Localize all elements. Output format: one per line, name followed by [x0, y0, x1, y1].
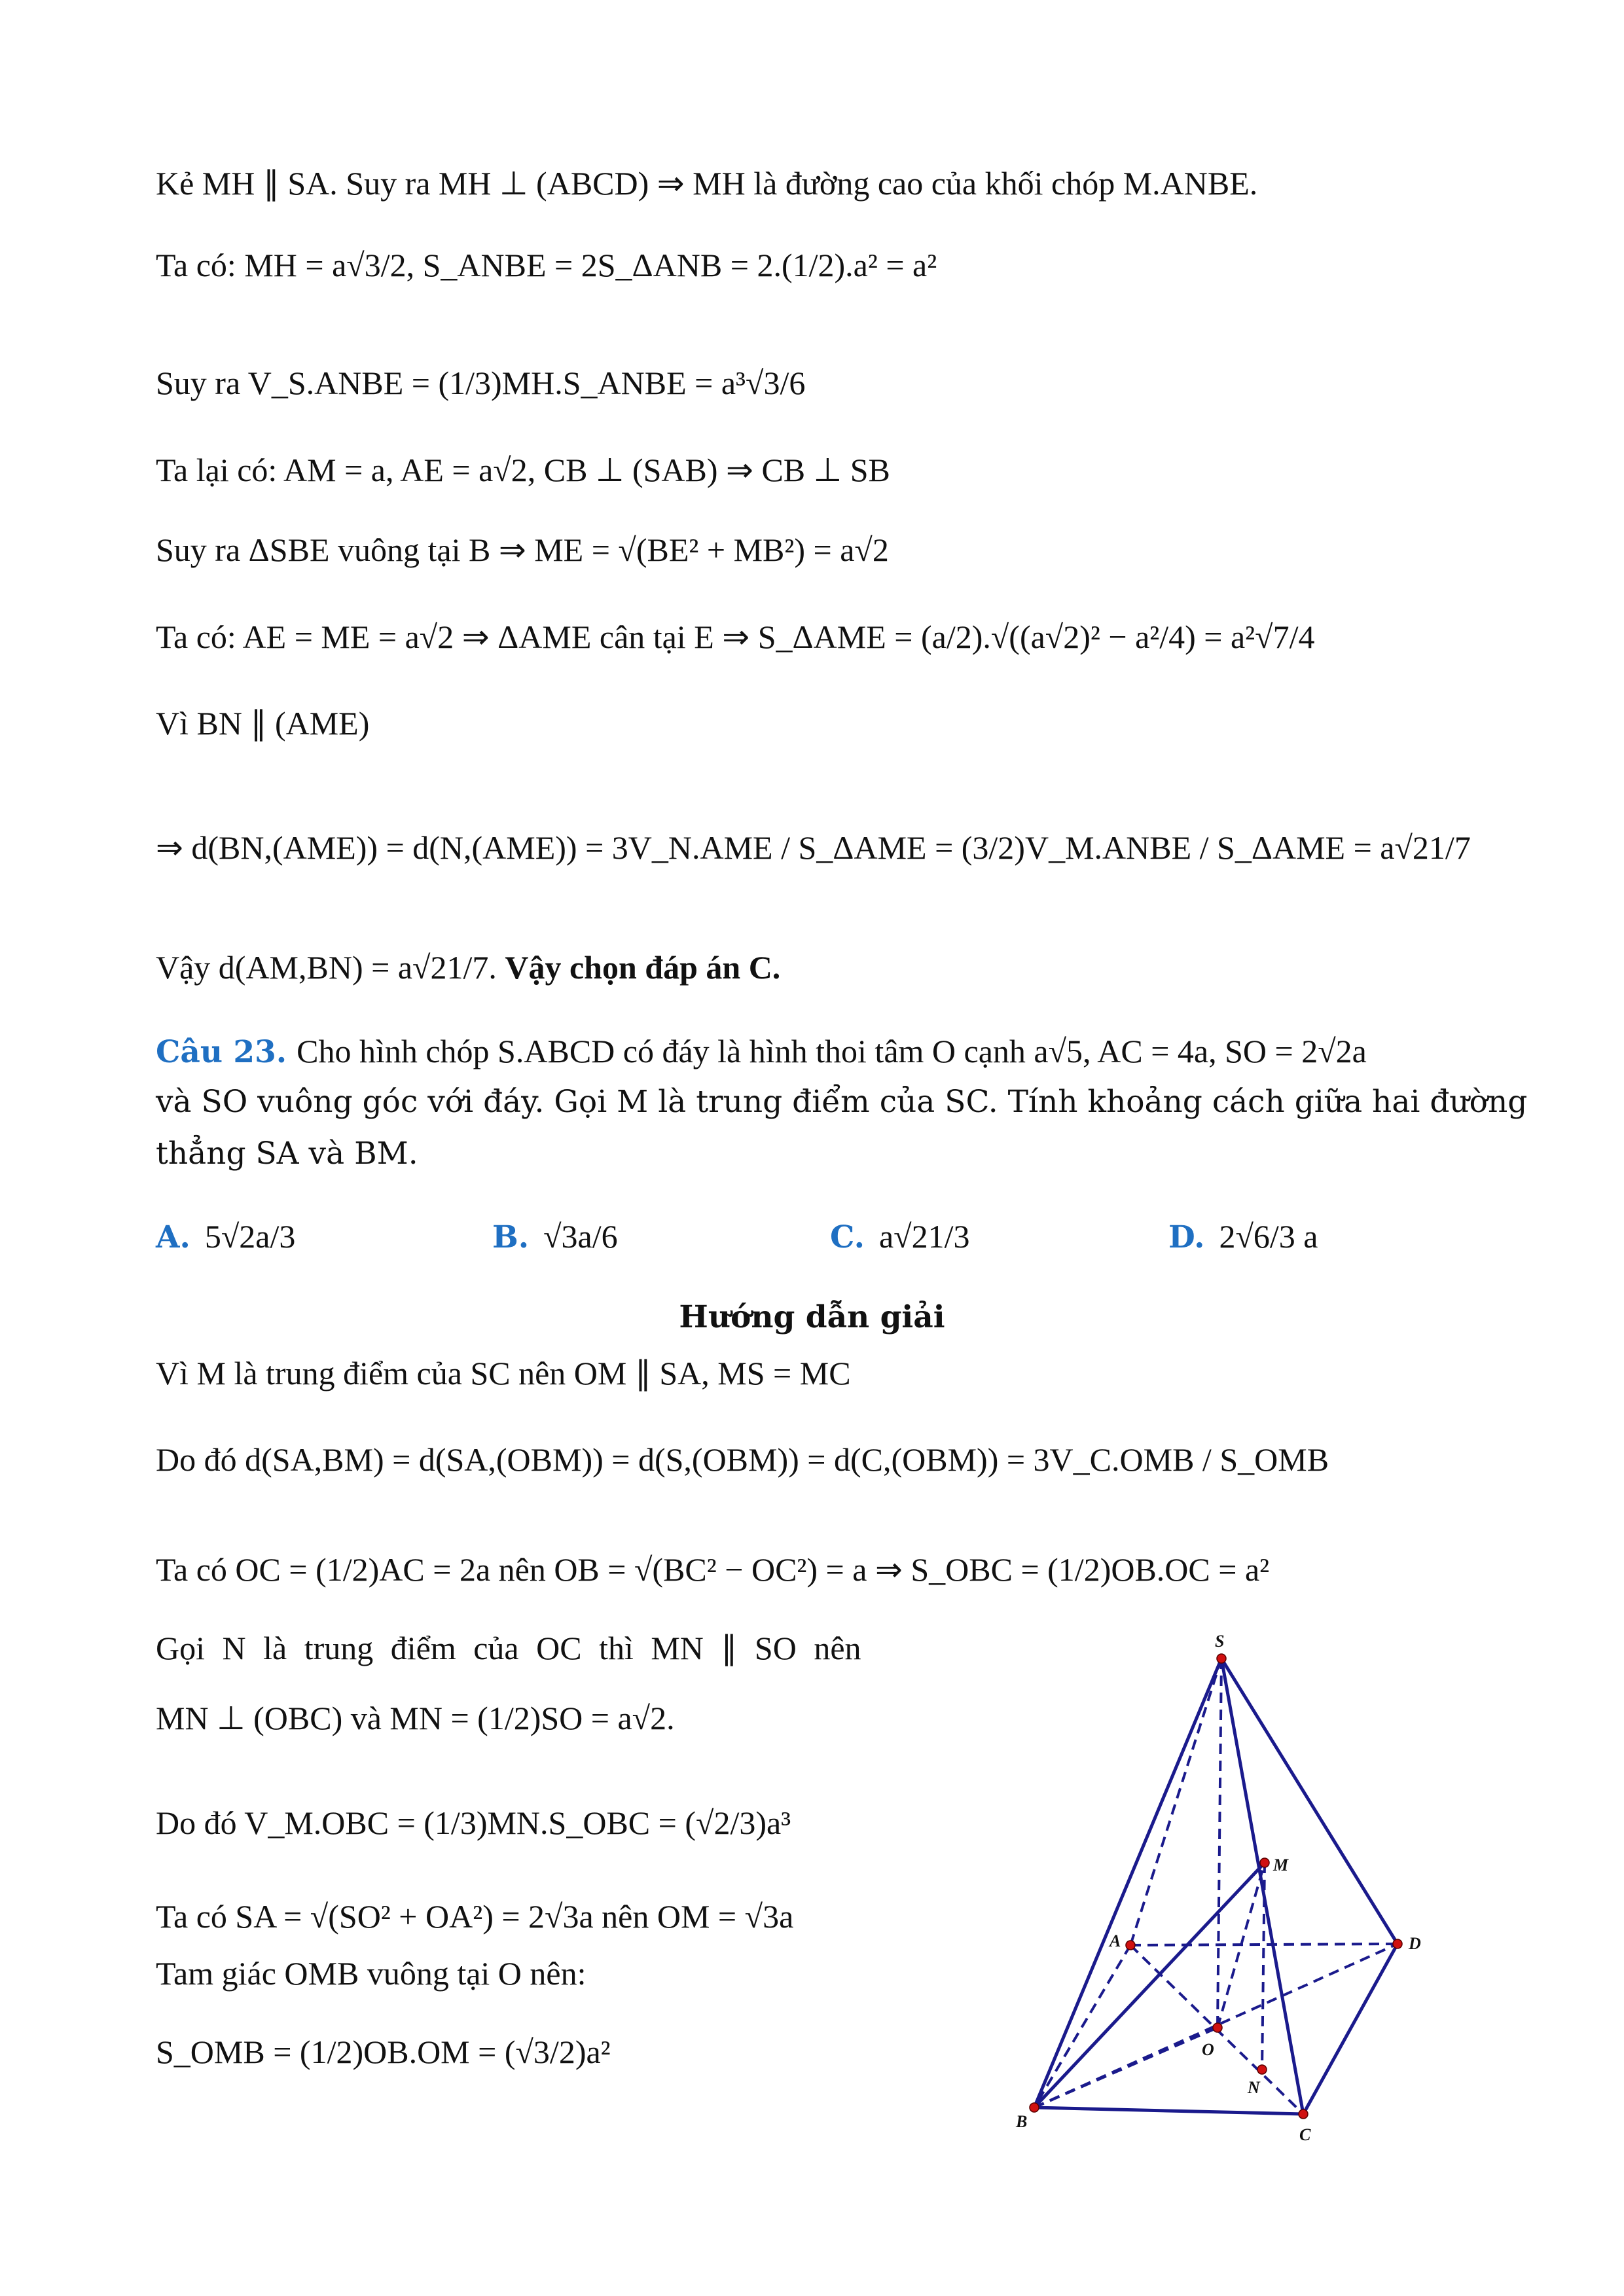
option-value: 5√2a/3 [204, 1218, 296, 1255]
solution-line: Ta có SA = √(SO² + OA²) = 2√3a nên OM = √3a [156, 1898, 794, 1935]
label-M: M [1273, 1856, 1289, 1874]
text-line: Ta lại có: AM = a, AE = a√2, CB ⊥ (SAB) ⇒ CB ⊥ SB [156, 452, 890, 488]
point-D [1393, 1939, 1402, 1948]
point-O [1213, 2023, 1222, 2032]
solution-line: Gọi N là trung điểm của OC thì MN ∥ SO nên [156, 1630, 861, 1666]
option-letter: D. [1168, 1219, 1205, 1255]
point-C [1299, 2109, 1308, 2119]
edge-AD [1130, 1944, 1398, 1945]
point-M [1260, 1858, 1269, 1867]
solution-line: Do đó d(SA,BM) = d(SA,(OBM)) = d(S,(OBM)) = d(C,(OBM)) = 3V_C.OMB / S_OMB [156, 1441, 1329, 1478]
edge-BC [1034, 2108, 1303, 2114]
text-line: Kẻ MH ∥ SA. Suy ra MH ⊥ (ABCD) ⇒ MH là đường cao của khối chóp M.ANBE. [156, 165, 1258, 202]
option-c [830, 1217, 969, 1255]
pyramid-figure [1008, 1630, 1466, 2186]
solution-title: Hướng dẫn giải [679, 1299, 945, 1335]
conclusion-line [156, 948, 780, 987]
solution-line: Do đó V_M.OBC = (1/3)MN.S_OBC = (√2/3)a³ [156, 1804, 791, 1841]
edge-SB [1034, 1659, 1221, 2108]
question-line-1 [156, 1031, 1367, 1072]
option-value: √3a/6 [543, 1218, 618, 1255]
option-value: a√21/3 [878, 1218, 970, 1255]
conclusion-text: Vậy d(AM,BN) = a√21/7. [156, 949, 497, 986]
question-line-3: thẳng SA và BM. [156, 1136, 418, 1172]
solution-line: MN ⊥ (OBC) và MN = (1/2)SO = a√2. [156, 1700, 675, 1736]
option-value: 2√6/3 a [1219, 1218, 1318, 1255]
solution-line: S_OMB = (1/2)OB.OM = (√3/2)a² [156, 2034, 611, 2070]
label-S: S [1215, 1632, 1225, 1651]
edge-CD [1303, 1944, 1398, 2114]
question-number: Câu 23. [156, 1034, 287, 1070]
point-B [1030, 2103, 1039, 2112]
text-line: Ta có: MH = a√3/2, S_ANBE = 2S_ΔANB = 2.(1/2).a² = a² [156, 247, 937, 283]
label-B: B [1016, 2112, 1028, 2131]
text-line: Suy ra ΔSBE vuông tại B ⇒ ME = √(BE² + MB²) = a√2 [156, 531, 889, 568]
solution-line: Tam giác OMB vuông tại O nên: [156, 1955, 586, 1992]
text-line: ⇒ d(BN,(AME)) = d(N,(AME)) = 3V_N.AME / S_ΔAME = (3/2)V_M.ANBE / S_ΔAME = a√21/7 [156, 829, 1471, 866]
solution-line: Vì M là trung điểm của SC nên OM ∥ SA, MS = MC [156, 1355, 851, 1391]
edge-AB [1034, 1945, 1130, 2108]
option-b [492, 1217, 618, 1255]
answer-choice-text: Vậy chọn đáp án C. [505, 949, 781, 986]
label-A: A [1110, 1931, 1121, 1950]
text-line: Vì BN ∥ (AME) [156, 705, 370, 742]
point-A [1126, 1941, 1135, 1950]
option-letter: A. [156, 1219, 190, 1255]
label-N: N [1248, 2078, 1260, 2097]
question-text: Cho hình chóp S.ABCD có đáy là hình thoi tâm O cạnh a√5, AC = 4a, SO = 2√2a [297, 1033, 1367, 1069]
point-N [1257, 2065, 1267, 2074]
point-S [1217, 1654, 1226, 1663]
text-line: Suy ra V_S.ANBE = (1/3)MH.S_ANBE = a³√3/6 [156, 365, 806, 401]
label-D: D [1409, 1934, 1421, 1953]
option-letter: B. [492, 1219, 530, 1255]
edge-SO [1218, 1659, 1221, 2028]
option-d [1168, 1217, 1318, 1255]
option-a [156, 1217, 295, 1255]
label-C: C [1299, 2125, 1311, 2144]
question-line-2: và SO vuông góc với đáy. Gọi M là trung điểm của SC. Tính khoảng cách giữa hai đường [156, 1084, 1528, 1120]
option-letter: C. [830, 1219, 865, 1255]
label-O: O [1202, 2040, 1214, 2059]
solution-line: Ta có OC = (1/2)AC = 2a nên OB = √(BC² − OC²) = a ⇒ S_OBC = (1/2)OB.OC = a² [156, 1551, 1270, 1588]
text-line: Ta có: AE = ME = a√2 ⇒ ΔAME cân tại E ⇒ S_ΔAME = (a/2).√((a√2)² − a²/4) = a²√7/4 [156, 619, 1315, 655]
edge-SA [1130, 1659, 1221, 1945]
